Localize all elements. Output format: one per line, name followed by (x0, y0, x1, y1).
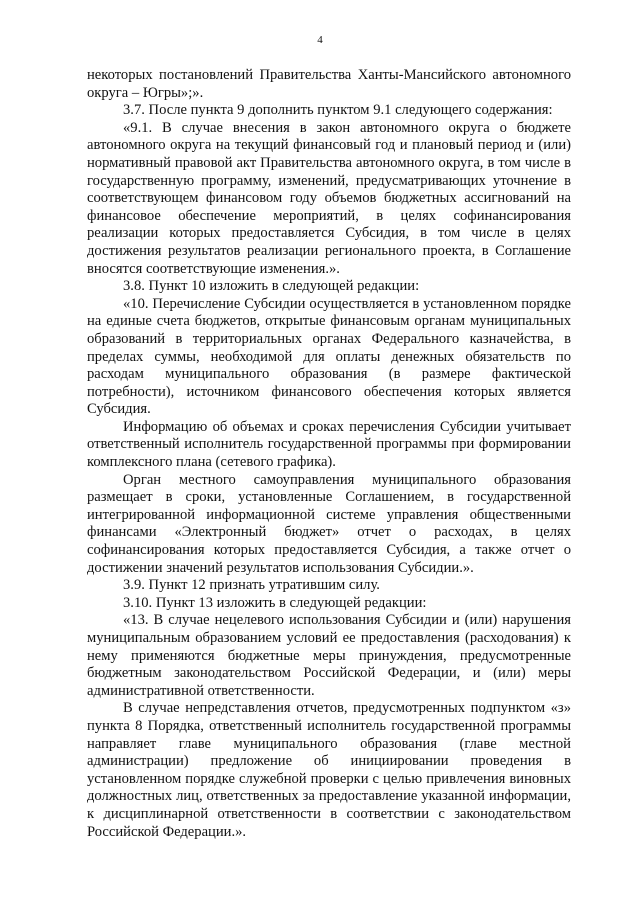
paragraph: Орган местного самоуправления муниципального образования размещает в сроки, установленные Соглашением, в государственной интегрированной информационной системе управления общественными финансами «Электронный бюджет» отчет о расходах, в целях софинансирования которых предоставляется Субсидия, а также отчет о достижении значений результатов использования Субсидии.». (87, 471, 571, 576)
paragraph: 3.9. Пункт 12 признать утратившим силу. (123, 577, 380, 594)
paragraph: «13. В случае нецелевого использования Субсидии и (или) нарушения муниципальным образованием условий ее предоставления (расходования) к нему применяются бюджетные меры принуждения, предусмотренные бюджетным законодательством Российской Федерации, и (или) меры административной ответственности. (87, 612, 571, 699)
paragraph: некоторых постановлений Правительства Ханты-Мансийского автономного округа – Югры»;». (87, 67, 571, 101)
document-body (87, 67, 571, 841)
paragraph: 3.8. Пункт 10 изложить в следующей редакции: (123, 278, 420, 295)
paragraph: 3.10. Пункт 13 изложить в следующей редакции: (123, 594, 427, 611)
paragraph: Информацию об объемах и сроках перечисления Субсидии учитывает ответственный исполнитель государственной программы при формировании комплексного плана (сетевого графика). (87, 418, 571, 471)
paragraph: 3.7. После пункта 9 дополнить пунктом 9.1 следующего содержания: (123, 102, 553, 119)
paragraph: В случае непредставления отчетов, предусмотренных подпунктом «з» пункта 8 Порядка, ответственный исполнитель государственной программы направляет главе муниципального образования (главе местной администрации) предложение об инициировании проведения в установленном порядке служебной проверки с целью привлечения виновных должностных лиц, ответственных за предоставление указанной информации, к дисциплинарной ответственности в соответствии с законодательством Российской Федерации.». (87, 700, 571, 840)
paragraph: «9.1. В случае внесения в закон автономного округа о бюджете автономного округа на текущий финансовый год и плановый период и (или) нормативный правовой акт Правительства автономного округа, в том числе в государственную программу, изменений, предусматривающих уточнение в соответствующем финансовом году объемов бюджетных ассигнований на финансовое обеспечение мероприятий, в целях софинансирования реализации которых предоставляется Субсидия, в том числе в целях достижения результатов реализации регионального проекта, в Соглашение вносятся соответствующие изменения.». (87, 119, 571, 277)
paragraph: «10. Перечисление Субсидии осуществляется в установленном порядке на единые счета бюджетов, открытые финансовым органам муниципальных образований в территориальных органах Федерального казначейства, в пределах суммы, необходимой для оплаты денежных обязательств по расходам муниципального образования (в размере фактической потребности), источником финансового обеспечения которых является Субсидия. (87, 295, 571, 418)
page-number: 4 (317, 34, 323, 46)
